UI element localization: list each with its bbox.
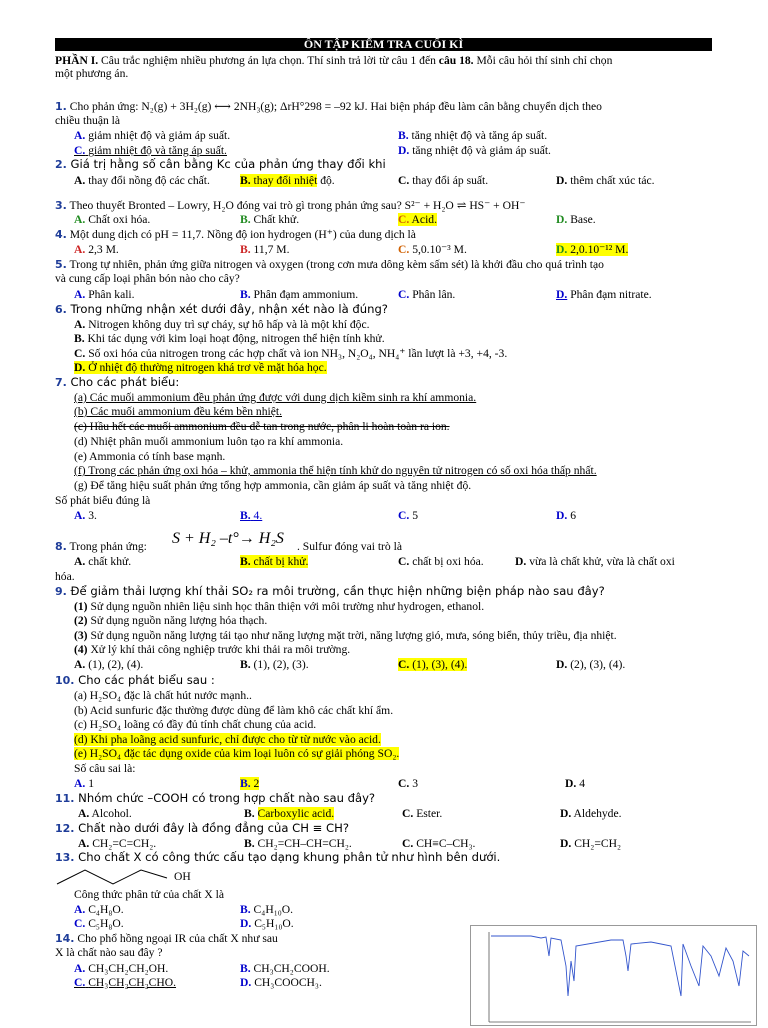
key-a: A. <box>74 129 86 142</box>
key-b: B. <box>240 213 251 226</box>
q12-option-d[interactable] <box>560 837 621 850</box>
opt-text: Carboxylic acid. <box>257 807 335 820</box>
opt-text2: độ. <box>317 174 335 187</box>
opt-text: 11,7 M. <box>253 243 290 256</box>
key-b: B. <box>240 288 251 301</box>
key-c: C. <box>398 555 410 568</box>
q-text: Cho chất X có công thức cấu tạo dạng khung phân tử như hình bên dưới. <box>74 850 501 864</box>
key-c: C. <box>74 144 86 157</box>
q9-option-b[interactable] <box>240 658 309 671</box>
opt-text: Phân đạm nitrate. <box>570 288 652 301</box>
opt-text: Chất oxi hóa. <box>88 213 151 226</box>
q5-option-d[interactable] <box>556 288 652 301</box>
key-c: C. <box>74 917 86 930</box>
q11-option-b[interactable] <box>244 807 334 820</box>
opt-text: CH₃COOCH₃. <box>254 976 322 989</box>
spectrum-line <box>491 936 749 996</box>
q5-option-c[interactable] <box>398 288 455 301</box>
key-a: A. <box>74 658 86 671</box>
q6-option-d[interactable] <box>74 361 327 374</box>
q10-statement-b: (b) Acid sunfuric đặc thường được dùng để làm khô các chất khí ẩm. <box>74 704 394 717</box>
key-b: B. <box>240 903 251 916</box>
opt-text: C₅H₁₀O. <box>254 917 294 930</box>
oh-label: OH <box>174 870 191 883</box>
key-b: B. <box>398 129 409 142</box>
key-a: A. <box>78 837 90 850</box>
question-12 <box>55 822 349 835</box>
key-c: C. <box>398 658 410 671</box>
part1-intro-line2: một phương án. <box>55 67 129 80</box>
question-1 <box>55 100 602 113</box>
key-c: C. <box>398 509 410 522</box>
opt-text: Base. <box>570 213 596 226</box>
q-text: Trong những nhận xét dưới đây, nhận xét nào là đúng? <box>66 302 388 316</box>
key-a: A. <box>74 555 86 568</box>
q9-item-2 <box>74 614 267 627</box>
part1-label: PHẦN I. <box>55 54 99 67</box>
key-d: D. <box>565 777 577 790</box>
opt-text: 2,3 M. <box>88 243 119 256</box>
opt-text: 1 <box>88 777 94 790</box>
q10-option-a[interactable] <box>74 777 94 790</box>
opt-text: chất bị oxi hóa. <box>412 555 484 568</box>
key-d: D. <box>240 976 252 989</box>
question-5 <box>55 258 604 271</box>
opt-text: CH≡C–CH₃. <box>416 837 476 850</box>
q3-option-b[interactable] <box>240 213 299 226</box>
item-text: Sử dụng nguồn năng lượng tái tạo như năng lượng mặt trời, năng lượng gió, mưa, sóng biển, thủy triều, địa nhiệt. <box>90 629 617 642</box>
statement-e: (e) Ammonia có tính base mạnh. <box>74 450 226 463</box>
opt-text: tăng nhiệt độ và giảm áp suất. <box>412 144 551 157</box>
question-9 <box>55 585 605 598</box>
key-b: B. <box>240 962 251 975</box>
question-11 <box>55 792 375 805</box>
skeletal-structure <box>55 864 175 888</box>
part1-bold: câu 18. <box>438 54 474 67</box>
q8-option-a[interactable] <box>74 555 131 568</box>
question-14 <box>55 932 278 945</box>
q2-option-c[interactable] <box>398 174 488 187</box>
opt-text: chất bị khử. <box>253 555 309 568</box>
q-text: Cho các phát biểu: <box>66 375 180 389</box>
question-4 <box>55 228 416 241</box>
q9-option-d[interactable] <box>556 658 625 671</box>
q6-option-c[interactable] <box>74 347 507 360</box>
key-c: C. <box>398 213 410 226</box>
statement-a: (a) Các muối ammonium đều phản ứng được với dung dịch kiềm sinh ra khí ammonia. <box>74 391 477 404</box>
opt-text: tăng nhiệt độ và tăng áp suất. <box>411 129 548 142</box>
q9-item-1 <box>74 600 484 613</box>
q-num: 10. <box>55 674 75 687</box>
item-text: Sử dụng nguồn năng lượng hóa thạch. <box>90 614 268 627</box>
opt-text: Nitrogen không duy trì sự cháy, sự hô hấp và là một khí độc. <box>88 318 370 331</box>
opt-text: Aldehyde. <box>573 807 622 820</box>
opt-text: Phân kali. <box>88 288 135 301</box>
q-num: 11. <box>55 792 75 805</box>
key-a: A. <box>78 807 90 820</box>
q8-option-d-cont: hóa. <box>55 570 75 583</box>
key-d: D. <box>240 917 252 930</box>
key-a: A. <box>74 288 86 301</box>
opt-text: thay đổi nhiệt <box>253 174 318 187</box>
key-c: C. <box>74 976 86 989</box>
key-a: A. <box>74 962 86 975</box>
key-a: A. <box>74 777 86 790</box>
opt-text: 6 <box>570 509 576 522</box>
opt-text: thêm chất xúc tác. <box>570 174 655 187</box>
ir-spectrum-image <box>470 925 757 1026</box>
opt-text: CH₂=CH–CH=CH₂. <box>257 837 352 850</box>
opt-text: vừa là chất khử, vừa là chất oxi <box>529 555 675 568</box>
q-num: 13. <box>55 851 75 864</box>
opt-text: thay đổi nồng độ các chất. <box>88 174 210 187</box>
q3-option-c[interactable] <box>398 213 437 226</box>
q-num: 2. <box>55 158 67 171</box>
q-text-line2: chiều thuận là <box>55 114 121 127</box>
opt-text: (1), (2), (4). <box>88 658 144 671</box>
key-c: C. <box>398 243 410 256</box>
q13-ask: Công thức phân tử của chất X là <box>74 888 225 901</box>
q-num: 14. <box>55 932 75 945</box>
q13-option-d[interactable] <box>240 917 294 930</box>
opt-text: Acid. <box>411 213 437 226</box>
key-a: A. <box>74 174 86 187</box>
q7-option-b[interactable] <box>240 509 262 522</box>
q-text: Chất nào dưới đây là đồng đẳng của CH ≡ CH? <box>74 821 350 835</box>
q-text: Trong phản ứng: <box>66 540 147 553</box>
carbon-chain <box>57 870 167 884</box>
q-num: 4. <box>55 228 67 241</box>
q12-option-b[interactable] <box>244 837 352 850</box>
item-num: (1) <box>74 600 88 613</box>
key-b: B. <box>244 837 255 850</box>
q14-option-a[interactable] <box>74 962 168 975</box>
opt-text: CH₃CH₂COOH. <box>253 962 330 975</box>
key-d: D. <box>556 658 568 671</box>
part1-text: Câu trắc nghiệm nhiều phương án lựa chọn. Thí sinh trả lời từ câu 1 đến <box>98 54 439 67</box>
q10-statement-d: (d) Khi pha loãng acid sunfuric, chỉ được cho từ từ nước vào acid. <box>74 733 381 746</box>
key-b: B. <box>240 243 251 256</box>
q11-option-c[interactable] <box>402 807 442 820</box>
page-title: ÔN TẬP KIỂM TRA CUỐI KÌ <box>55 38 712 51</box>
q3-option-a[interactable] <box>74 213 150 226</box>
q10-ask: Số câu sai là: <box>74 762 136 775</box>
q8-option-d[interactable] <box>515 555 675 568</box>
key-c: C. <box>398 777 410 790</box>
key-c: C. <box>402 807 414 820</box>
key-d: D. <box>515 555 527 568</box>
opt-text: 4 <box>579 777 585 790</box>
q5-option-b[interactable] <box>240 288 358 301</box>
q-text: Giá trị hằng số cân bằng Kc của phản ứng thay đổi khi <box>66 157 386 171</box>
q10-option-c[interactable] <box>398 777 418 790</box>
key-a: A. <box>74 318 86 331</box>
opt-text: 4. <box>253 509 263 522</box>
item-text: Xử lý khí thải công nghiệp trước khi thải ra môi trường. <box>90 643 351 656</box>
opt-text: giảm nhiệt độ và tăng áp suất. <box>88 144 227 157</box>
question-10 <box>55 674 215 687</box>
opt-text: C₄H₈O. <box>88 903 124 916</box>
part1-intro <box>55 54 612 67</box>
opt-text: CH₃CH₂CH₂OH. <box>88 962 169 975</box>
item-text: Sử dụng nguồn nhiên liệu sinh học thân thiện với môi trường như hydrogen, ethanol. <box>90 600 485 613</box>
opt-text: Phân đạm ammonium. <box>253 288 359 301</box>
q4-option-d[interactable] <box>556 243 628 256</box>
q14-option-d[interactable] <box>240 976 322 989</box>
q10-statement-a: (a) H₂SO₄ đặc là chất hút nước mạnh.. <box>74 689 252 702</box>
key-b: B. <box>240 174 251 187</box>
opt-text: Số oxi hóa của nitrogen trong các hợp chất và ion NH₃, N₂O₄, NH₄⁺ lần lượt là +3, +4, -3. <box>88 347 508 360</box>
question-8 <box>55 540 147 553</box>
opt-text: 2 <box>253 777 260 790</box>
q1-option-b[interactable] <box>398 129 547 142</box>
q2-option-a[interactable] <box>74 174 210 187</box>
q8-option-c[interactable] <box>398 555 484 568</box>
q13-option-b[interactable] <box>240 903 293 916</box>
q-text-line2: X là chất nào sau đây ? <box>55 946 163 959</box>
key-b: B. <box>74 332 85 345</box>
key-b: B. <box>240 555 251 568</box>
opt-text: CH₂=C=CH₂. <box>92 837 157 850</box>
statement-b: (b) Các muối ammonium đều kém bền nhiệt. <box>74 405 282 418</box>
item-num: (2) <box>74 614 88 627</box>
q9-option-c[interactable] <box>398 658 467 671</box>
q7-option-d[interactable] <box>556 509 576 522</box>
q-num: 5. <box>55 258 67 271</box>
q2-option-d[interactable] <box>556 174 655 187</box>
key-a: A. <box>74 903 86 916</box>
opt-text: Khi tác dụng với kim loại hoạt động, nitrogen thể hiện tính khử. <box>87 332 385 345</box>
q-num: 3. <box>55 199 67 212</box>
key-a: A. <box>74 243 86 256</box>
q-text: Theo thuyết Bronted – Lowry, H₂O đóng vai trò gì trong phản ứng sau? S²⁻ + H₂O ⇌ HS⁻ + OH⁻ <box>66 199 526 212</box>
opt-text: Phân lân. <box>412 288 456 301</box>
q2-option-b[interactable] <box>240 174 335 187</box>
q12-option-a[interactable] <box>78 837 156 850</box>
q-text: Cho các phát biểu sau : <box>74 673 215 687</box>
q1-option-d[interactable] <box>398 144 551 157</box>
q-text: Nhóm chức –COOH có trong hợp chất nào sau đây? <box>74 791 376 805</box>
q10-option-b[interactable] <box>240 777 259 790</box>
opt-text: (1), (3), (4). <box>412 658 468 671</box>
q12-option-c[interactable] <box>402 837 475 850</box>
q7-option-c[interactable] <box>398 509 418 522</box>
opt-text: CH₂=CH₂ <box>574 837 622 850</box>
opt-text: Ester. <box>416 807 443 820</box>
q-text: Trong tự nhiên, phản ứng giữa nitrogen và oxygen (trong cơn mưa dông kèm sấm sét) là khởi đầu cho quá trình tạo <box>66 258 604 271</box>
statement-f: (f) Trong các phản ứng oxi hóa – khử, ammonia thể hiện tính khử do nguyên tử nitrogen có số oxi hóa thấp nhất. <box>74 464 597 477</box>
q-text: Một dung dịch có pH = 11,7. Nồng độ ion hydrogen (H⁺) của dung dịch là <box>66 228 416 241</box>
key-b: B. <box>240 777 251 790</box>
q10-statement-e: (e) H₂SO₄ đặc tác dụng oxide của kim loại luôn có sự giải phóng SO₂. <box>74 747 400 760</box>
q8-equation: S + H₂ –t°→ H₂S <box>172 530 284 547</box>
q8-option-b[interactable] <box>240 555 308 568</box>
key-b: B. <box>240 509 251 522</box>
key-c: C. <box>74 347 86 360</box>
question-13 <box>55 851 500 864</box>
key-d: D. <box>398 144 410 157</box>
key-b: B. <box>244 807 255 820</box>
q4-option-c[interactable] <box>398 243 467 256</box>
q-num: 9. <box>55 585 67 598</box>
opt-text: giảm nhiệt độ và giảm áp suất. <box>88 129 231 142</box>
q7-option-a[interactable] <box>74 509 97 522</box>
q6-option-b[interactable] <box>74 332 385 345</box>
opt-text: (1), (2), (3). <box>253 658 309 671</box>
opt-text: Alcohol. <box>91 807 132 820</box>
q3-option-d[interactable] <box>556 213 596 226</box>
q11-option-d[interactable] <box>560 807 622 820</box>
q13-option-c[interactable] <box>74 917 124 930</box>
q9-item-3 <box>74 629 617 642</box>
question-3 <box>55 199 525 212</box>
opt-text: 2,0.10⁻¹² M. <box>570 243 629 256</box>
q6-option-a[interactable] <box>74 318 370 331</box>
ir-spectrum-plot <box>471 926 756 1025</box>
q9-item-4 <box>74 643 350 656</box>
q-num: 1. <box>55 100 67 113</box>
key-d: D. <box>556 509 568 522</box>
opt-text: C₅H₈O. <box>88 917 124 930</box>
q10-option-d[interactable] <box>565 777 585 790</box>
q1-option-a[interactable] <box>74 129 230 142</box>
key-d: D. <box>560 807 572 820</box>
q11-option-a[interactable] <box>78 807 132 820</box>
key-a: A. <box>74 213 86 226</box>
opt-text: (2), (3), (4). <box>570 658 626 671</box>
question-6 <box>55 303 388 316</box>
opt-text: 5,0.10⁻³ M. <box>412 243 467 256</box>
opt-text: chất khử. <box>88 555 132 568</box>
statement-g: (g) Để tăng hiệu suất phản ứng tổng hợp ammonia, cần giảm áp suất và tăng nhiệt độ. <box>74 479 472 492</box>
key-d: D. <box>556 174 568 187</box>
opt-text: Chất khử. <box>253 213 300 226</box>
key-d: D. <box>556 288 568 301</box>
q-num: 12. <box>55 822 75 835</box>
key-d: D. <box>556 213 568 226</box>
statement-c: (c) Hầu hết các muối ammonium đều dễ tan trong nước, phân li hoàn toàn ra ion. <box>74 420 450 433</box>
opt-text: 3 <box>412 777 418 790</box>
opt-text: CH₃CH₂CH₂CHO. <box>88 976 177 989</box>
question-2 <box>55 158 386 171</box>
q1-option-c[interactable] <box>55 144 227 157</box>
opt-text: 3. <box>88 509 97 522</box>
part1-text2: Mỗi câu hỏi thí sinh chỉ chọn <box>473 54 613 67</box>
q-num: 6. <box>55 303 67 316</box>
statement-d: (d) Nhiệt phân muối ammonium luôn tạo ra khí ammonia. <box>74 435 344 448</box>
q8-text2: . Sulfur đóng vai trò là <box>297 540 402 553</box>
opt-text: 5 <box>412 509 418 522</box>
question-7 <box>55 376 179 389</box>
opt-text: thay đổi áp suất. <box>412 174 489 187</box>
q-text: Cho phản ứng: N₂(g) + 3H₂(g) ⟷ 2NH₃(g); ΔrH°298 = –92 kJ. Hai biện pháp đều làm cân bằng chuyển dịch theo <box>66 100 602 113</box>
opt-text: C₄H₁₀O. <box>253 903 294 916</box>
key-a: A. <box>74 509 86 522</box>
q13-option-a[interactable] <box>74 903 124 916</box>
q10-statement-c: (c) H₂SO₄ loãng có đầy đủ tính chất chung của acid. <box>74 718 317 731</box>
key-d: D. <box>74 361 86 374</box>
q7-ask: Số phát biểu đúng là <box>55 494 151 507</box>
key-d: D. <box>560 837 572 850</box>
opt-text: Ở nhiệt độ thường nitrogen khá trơ về mặt hóa học. <box>88 361 327 374</box>
q14-option-c[interactable] <box>74 976 176 989</box>
q9-option-a[interactable] <box>74 658 143 671</box>
q-text: Để giảm thải lượng khí thải SO₂ ra môi trường, cần thực hiện những biện pháp nào sau đây? <box>66 584 605 598</box>
item-num: (3) <box>74 629 88 642</box>
q5-option-a[interactable] <box>74 288 135 301</box>
q-num: 7. <box>55 376 67 389</box>
q-text-line2: và cung cấp loại phân bón nào cho cây? <box>55 272 240 285</box>
q-num: 8. <box>55 540 67 553</box>
q4-option-a[interactable] <box>74 243 119 256</box>
key-b: B. <box>240 658 251 671</box>
key-c: C. <box>398 288 410 301</box>
key-c: C. <box>402 837 414 850</box>
q14-option-b[interactable] <box>240 962 330 975</box>
q4-option-b[interactable] <box>240 243 290 256</box>
item-num: (4) <box>74 643 88 656</box>
q-text: Cho phổ hồng ngoại IR của chất X như sau <box>74 932 278 945</box>
key-d: D. <box>556 243 568 256</box>
key-c: C. <box>398 174 410 187</box>
